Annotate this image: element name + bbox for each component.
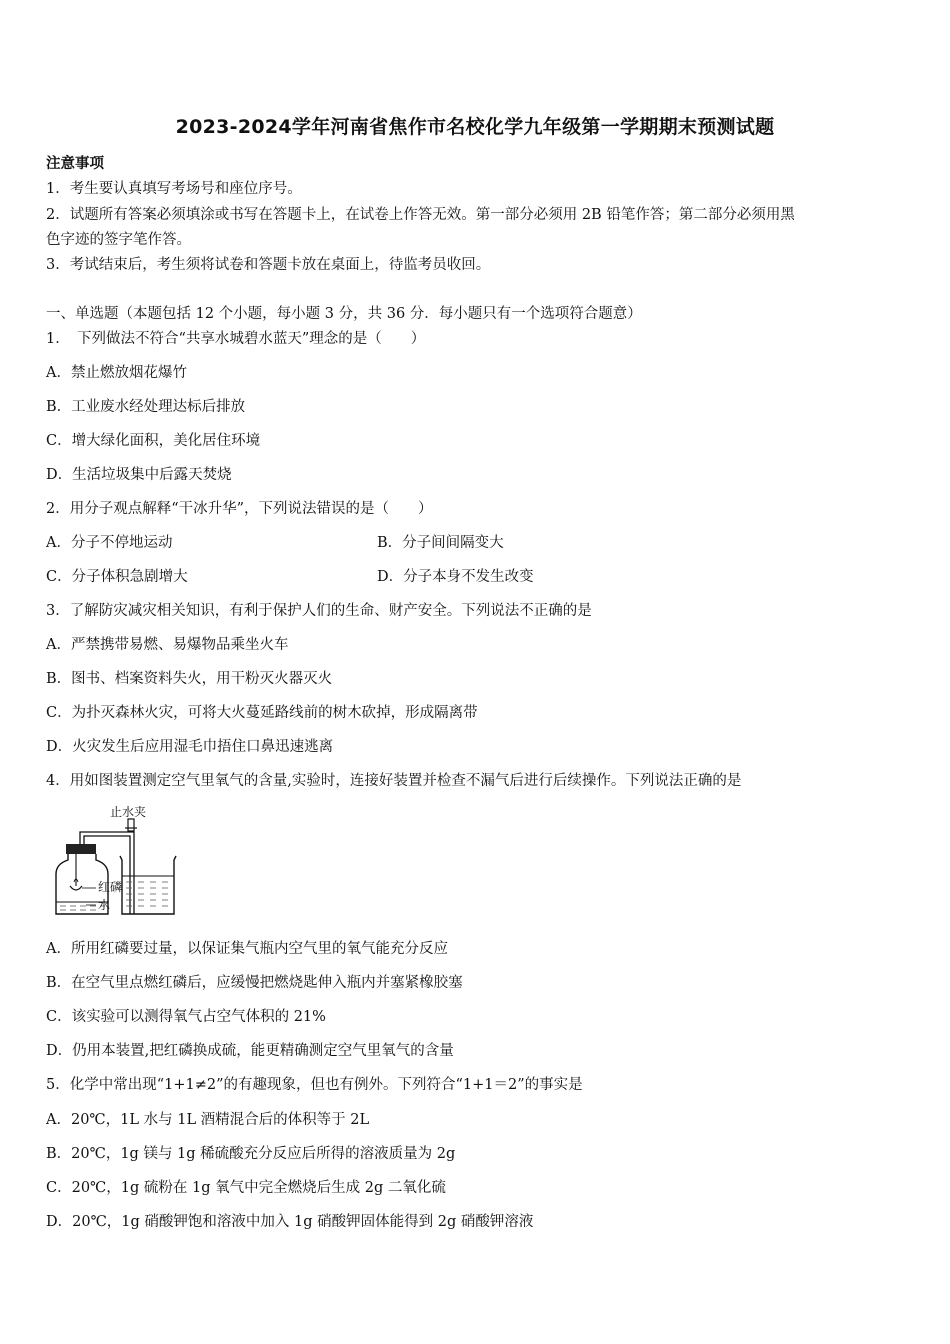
q2-option-c: C．分子体积急剧增大 (46, 569, 188, 585)
q3-option-b: B．图书、档案资料失火，用干粉灭火器灭火 (46, 671, 333, 687)
combustion-spoon-icon (70, 886, 82, 890)
clamp-label: 止水夹 (110, 805, 147, 819)
notice-item-2-cont: 色字迹的签字笔作答。 (46, 232, 191, 248)
q3-stem: 3．了解防灾减灾相关知识，有利于保护人们的生命、财产安全。下列说法不正确的是 (46, 603, 592, 619)
q4-stem: 4．用如图装置测定空气里氧气的含量,实验时，连接好装置并检查不漏气后进行后续操作。下列说法正确的是 (46, 773, 742, 789)
water-label: 水 (98, 898, 111, 912)
notice-item-2: 2．试题所有答案必须填涂或书写在答题卡上，在试卷上作答无效。第一部分必须用 2B 铅笔作答；第二部分必须用黑 (46, 207, 795, 223)
q4-option-a: A．所用红磷要过量，以保证集气瓶内空气里的氧气能充分反应 (46, 941, 448, 957)
q1-option-b: B．工业废水经处理达标后排放 (46, 399, 246, 415)
q3-option-a: A．严禁携带易燃、易爆物品乘坐火车 (46, 637, 289, 653)
q4-option-d: D．仍用本装置,把红磷换成硫，能更精确测定空气里氧气的含量 (46, 1043, 454, 1059)
q2-option-a: A．分子不停地运动 (46, 535, 173, 551)
q5-option-a: A．20℃，1L 水与 1L 酒精混合后的体积等于 2L (46, 1112, 370, 1128)
q1-option-d: D．生活垃圾集中后露天焚烧 (46, 467, 232, 483)
page-title: 2023-2024学年河南省焦作市名校化学九年级第一学期期末预测试题 (175, 116, 775, 138)
q3-option-c: C．为扑灭森林火灾，可将大火蔓延路线前的树木砍掉，形成隔离带 (46, 705, 478, 721)
q4-option-b: B．在空气里点燃红磷后，应缓慢把燃烧匙伸入瓶内并塞紧橡胶塞 (46, 975, 463, 991)
q1-option-c: C．增大绿化面积，美化居住环境 (46, 433, 261, 449)
oxygen-experiment-figure (46, 802, 186, 920)
phosphorus-label: 红磷 (98, 880, 123, 894)
q5-stem: 5．化学中常出现“1+1≠2”的有趣现象，但也有例外。下列符合“1+1＝2”的事实是 (46, 1077, 583, 1093)
q1-option-a: A．禁止燃放烟花爆竹 (46, 365, 187, 381)
q2-stem: 2．用分子观点解释“干冰升华”，下列说法错误的是（ ） (46, 501, 433, 517)
q1-stem: 1． 下列做法不符合“共享水城碧水蓝天”理念的是（ ） (46, 331, 426, 347)
q4-option-c: C．该实验可以测得氧气占空气体积的 21% (46, 1009, 326, 1025)
beaker-icon (120, 856, 176, 914)
q3-option-d: D．火灾发生后应用湿毛巾捂住口鼻迅速逃离 (46, 739, 334, 755)
stopper-icon (66, 844, 96, 854)
notice-heading: 注意事项 (46, 155, 104, 172)
notice-item-1: 1．考生要认真填写考场号和座位序号。 (46, 181, 302, 197)
section-heading: 一、单选题（本题包括 12 个小题，每小题 3 分，共 36 分．每小题只有一个选项符合题意） (46, 306, 642, 322)
q5-option-b: B．20℃，1g 镁与 1g 稀硫酸充分反应后所得的溶液质量为 2g (46, 1146, 456, 1162)
notice-item-3: 3．考试结束后，考生须将试卷和答题卡放在桌面上，待监考员收回。 (46, 257, 491, 273)
q5-option-d: D．20℃，1g 硝酸钾饱和溶液中加入 1g 硝酸钾固体能得到 2g 硝酸钾溶液 (46, 1214, 534, 1230)
clamp-icon (128, 819, 134, 831)
q5-option-c: C．20℃，1g 硫粉在 1g 氧气中完全燃烧后生成 2g 二氧化硫 (46, 1180, 446, 1196)
q2-option-b: B．分子间间隔变大 (377, 535, 504, 551)
q2-option-d: D．分子本身不发生改变 (377, 569, 534, 585)
